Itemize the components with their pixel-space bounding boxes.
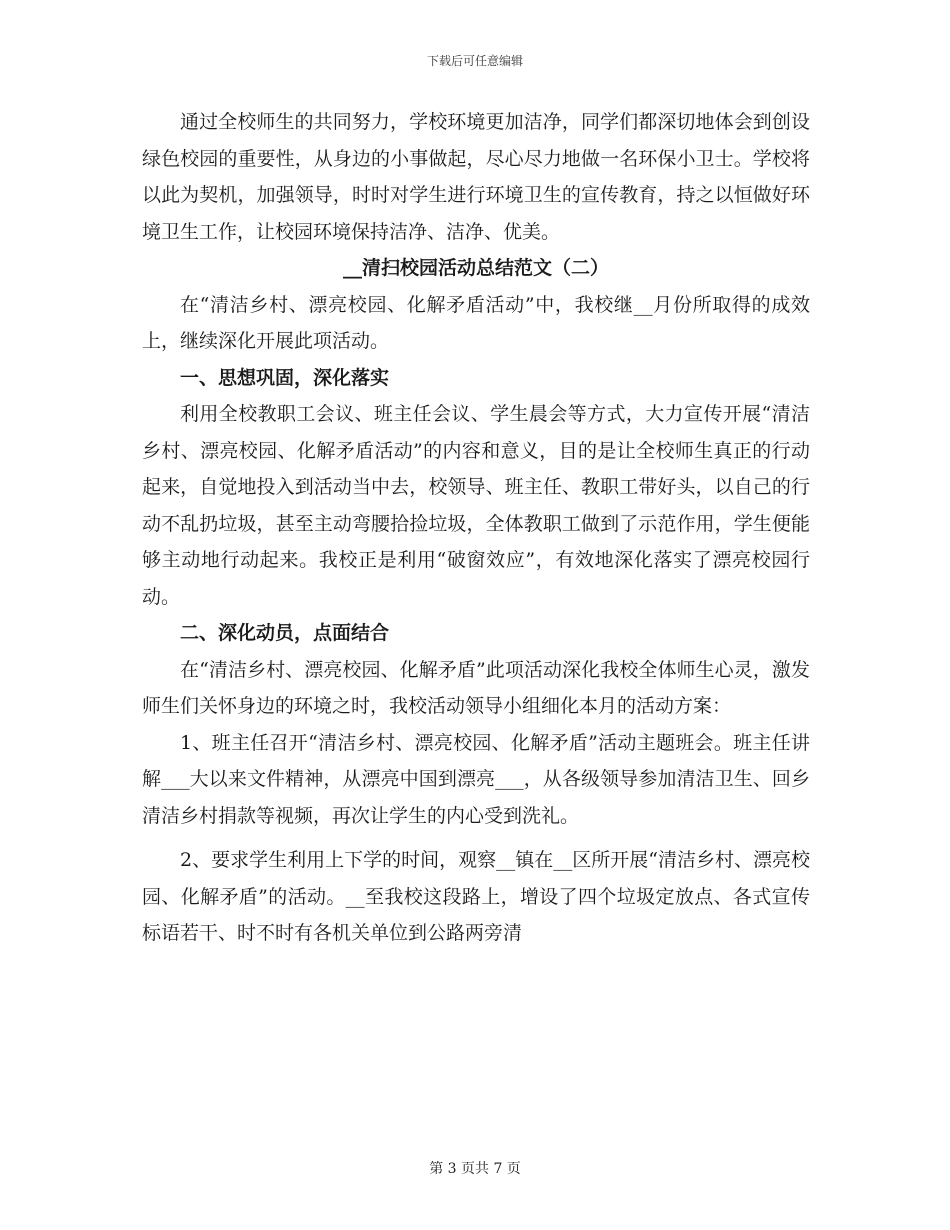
paragraph-4: 在“清洁乡村、漂亮校园、化解矛盾”此项活动深化我校全体师生心灵，激发师生们关怀身边的环境之时，我校活动领导小组细化本月的活动方案：	[142, 658, 810, 717]
paragraph-6: 2、要求学生利用上下学的时间，观察__镇在__区所开展“清洁乡村、漂亮校园、化解矛盾”的活动。__至我校这段路上，增设了四个垃圾定放点、各式宣传标语若干、时不时有各机关单位到公路两旁清	[142, 849, 810, 944]
paragraph-5: 1、班主任召开“清洁乡村、漂亮校园、化解矛盾”活动主题班会。班主任讲解___大以来文件精神，从漂亮中国到漂亮___，从各级领导参加清洁卫生、回乡清洁乡村捐款等视频，再次让学生的内心受到洗礼。	[142, 731, 810, 827]
heading-1: 一、思想巩固，深化落实	[180, 366, 390, 389]
heading-2: 二、深化动员，点面结合	[180, 622, 390, 644]
page-header: 下载后可任意编辑	[426, 54, 523, 68]
paragraph-1: 通过全校师生的共同努力，学校环境更加洁净，同学们都深切地体会到创设绿色校园的重要性，从身边的小事做起，尽心尽力地做一名环保小卫士。学校将以此为契机，加强领导，时时对学生进行环境卫生的宣传教育，持之以恒做好环境卫生工作，让校园环境保持洁净、洁净、优美。	[142, 111, 810, 243]
section-title: __清扫校园活动总结范文（二）	[342, 257, 609, 279]
paragraph-3: 利用全校教职工会议、班主任会议、学生晨会等方式，大力宣传开展“清洁乡村、漂亮校园、化解矛盾活动”的内容和意义，目的是让全校师生真正的行动起来，自觉地投入到活动当中去，校领导、班主任、教职工带好头，以自己的行动不乱扔垃圾，甚至主动弯腰拾捡垃圾，全体教职工做到了示范作用，学生便能够主动地行动起来。我校正是利用“破窗效应”，有效地深化落实了漂亮校园行动。	[142, 403, 810, 608]
paragraph-2: 在“清洁乡村、漂亮校园、化解矛盾活动”中，我校继__月份所取得的成效上，继续深化开展此项活动。	[142, 293, 810, 352]
page-footer: 第 3 页共 7 页	[429, 1161, 521, 1177]
document-body	[142, 104, 810, 952]
